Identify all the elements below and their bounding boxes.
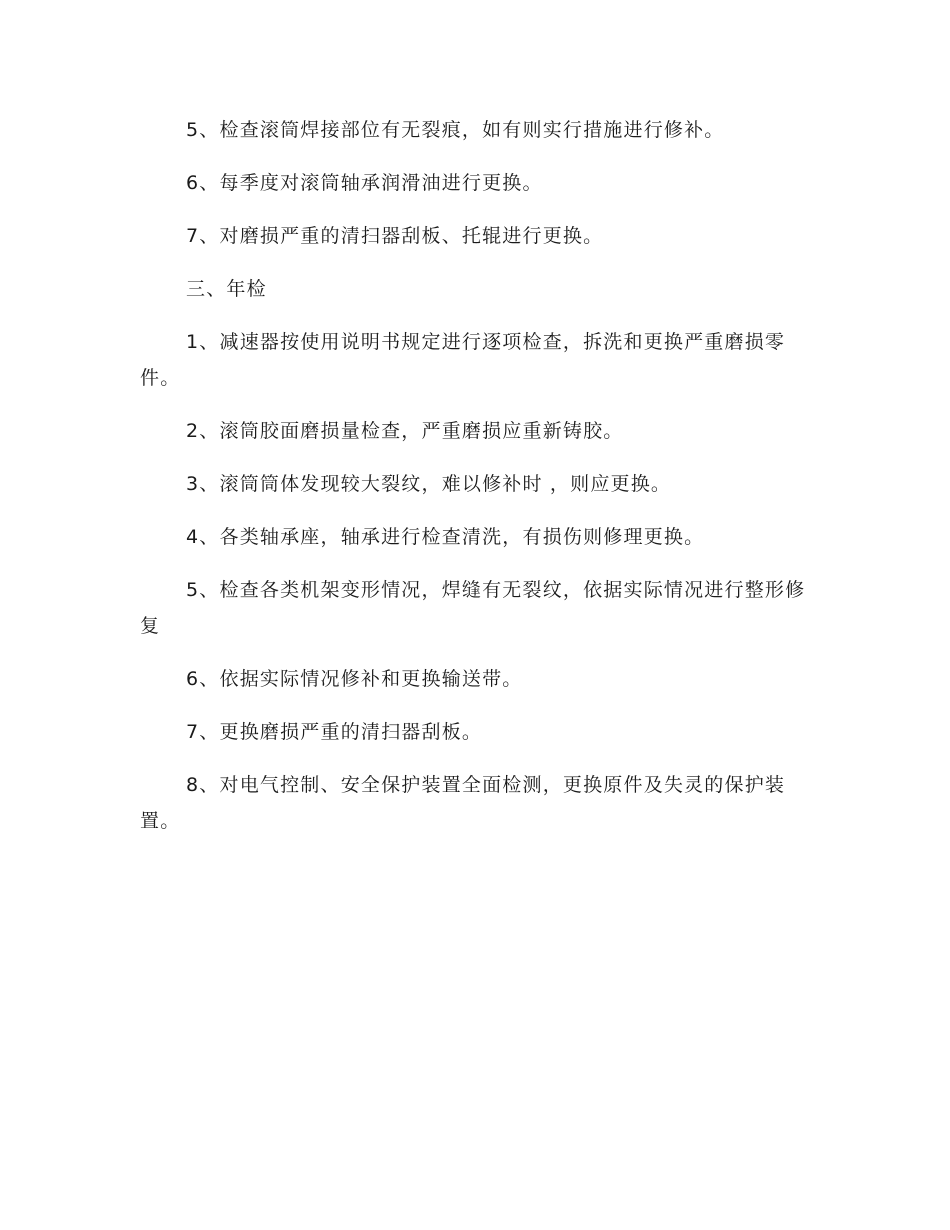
paragraph-annual-item-3: 3、滚筒筒体发现较大裂纹，难以修补时 ，则应更换。	[186, 473, 672, 495]
paragraph-quarterly-item-6: 6、每季度对滚筒轴承润滑油进行更换。	[186, 172, 543, 194]
paragraph-annual-item-4: 4、各类轴承座，轴承进行检查清洗，有损伤则修理更换。	[186, 526, 705, 548]
paragraph-annual-item-5: 5、检查各类机架变形情况，焊缝有无裂纹，依据实际情况进行整形修复	[140, 579, 806, 637]
document-body	[140, 112, 810, 856]
paragraph-quarterly-item-5: 5、检查滚筒焊接部位有无裂痕，如有则实行措施进行修补。	[186, 119, 725, 141]
section-heading-annual-inspection: 三、年检	[186, 278, 267, 300]
paragraph-quarterly-item-7: 7、对磨损严重的清扫器刮板、托辊进行更换。	[186, 225, 604, 247]
paragraph-annual-item-7: 7、更换磨损严重的清扫器刮板。	[186, 721, 483, 743]
paragraph-annual-item-8: 8、对电气控制、安全保护装置全面检测，更换原件及失灵的保护装置。	[140, 774, 786, 832]
paragraph-annual-item-6: 6、依据实际情况修补和更换输送带。	[186, 668, 523, 690]
paragraph-annual-item-2: 2、滚筒胶面磨损量检查，严重磨损应重新铸胶。	[186, 420, 624, 442]
paragraph-annual-item-1: 1、减速器按使用说明书规定进行逐项检查，拆洗和更换严重磨损零件。	[140, 331, 786, 389]
